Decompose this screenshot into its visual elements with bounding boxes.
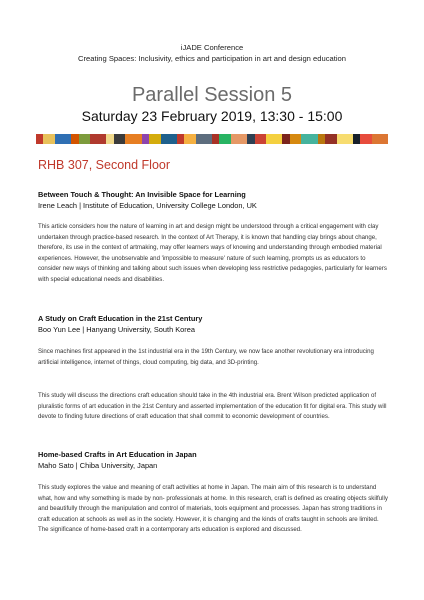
banner-stripe: [255, 134, 267, 144]
banner-stripe: [114, 134, 126, 144]
banner-stripe: [219, 134, 231, 144]
banner-stripe: [282, 134, 289, 144]
banner-stripe: [177, 134, 184, 144]
talk-abstract: Since machines first appeared in the 1st industrial era in the 19th Century, we now face another revolutionary era introducing artificial intelligence, internet of things, cloud computing, big data, and 3D-printing.: [38, 348, 374, 366]
banner-stripe: [161, 134, 177, 144]
talk-author: Boo Yun Lee | Hanyang University, South Korea: [38, 325, 195, 334]
banner-stripe: [301, 134, 317, 144]
banner-stripe: [353, 134, 360, 144]
talk-title: Home-based Crafts in Art Education in Japan: [38, 450, 197, 459]
banner-stripe: [266, 134, 282, 144]
session-title: Parallel Session 5: [131, 84, 293, 106]
talk-author: Irene Leach | Institute of Education, University College London, UK: [38, 201, 257, 210]
banner-stripe: [125, 134, 141, 144]
banner-stripe: [231, 134, 247, 144]
room-heading: RHB 307, Second Floor: [38, 158, 171, 172]
banner-stripe: [71, 134, 78, 144]
conference-theme: Creating Spaces: Inclusivity, ethics and participation in art and design education: [78, 54, 346, 63]
session-date-time: Saturday 23 February 2019, 13:30 - 15:00: [81, 108, 343, 124]
banner-stripe: [360, 134, 372, 144]
banner-stripe: [149, 134, 161, 144]
banner-stripe: [142, 134, 149, 144]
talk-title: A Study on Craft Education in the 21st Century: [38, 314, 203, 323]
banner-stripe: [318, 134, 325, 144]
talk-abstract: This article considers how the nature of learning in art and design might be understood through a critical engagement with clay undertaken through practice-based research. In the context of Art Therapy, it is known that handling clay brings about change, therefore, its use in the context of artmaking, may offer learners ways of knowing and understanding through embodied material experiences. However, the unobservable and 'impossible to measure' nature of such learning, prompts us as educators to consider new ways of thinking and talking about such issues when developing less restrictive pedagogies, particularly for learners with special educational needs and disabilities.: [38, 223, 387, 283]
banner-stripe: [290, 134, 302, 144]
banner-stripe: [106, 134, 113, 144]
banner-stripe: [247, 134, 254, 144]
talk-abstract: This study will discuss the directions craft education should take in the 4th industrial era. Brent Wilson predicted application of pluralistic forms of art education in the 21st Century and asserted implementation of the education fit for digital era. This study will devote to finding future directions of craft education that shall commit to economic development of countries.: [38, 392, 387, 421]
banner-stripe: [372, 134, 388, 144]
talk-author: Maho Sato | Chiba University, Japan: [38, 461, 158, 470]
banner-stripe: [79, 134, 91, 144]
talk-abstract: This study explores the value and meaning of craft activities at home in Japan. The main aim of this research is to understand what, how and why something is made by non- professionals at home. In this research, craft is defined as creating objects skilfully and beautifully through the manipulation and control of materials, tools equipment and processes. Japan has strong traditions in craft education at schools as well as in the society. However, it is changing and the kinds of crafts taught in schools are limited. The significance of home-based craft in a contemporary arts education is explored and discussed.: [38, 484, 388, 534]
talk-title: Between Touch & Thought: An Invisible Space for Learning: [38, 190, 246, 199]
banner-stripe: [196, 134, 212, 144]
banner-stripe: [55, 134, 71, 144]
conference-name: iJADE Conference: [180, 43, 244, 52]
banner-stripe: [212, 134, 219, 144]
banner-stripe: [43, 134, 55, 144]
banner-stripe: [90, 134, 106, 144]
banner-stripe: [184, 134, 196, 144]
decorative-banner-image: [36, 134, 388, 144]
banner-stripe: [337, 134, 353, 144]
banner-stripe: [325, 134, 337, 144]
banner-stripe: [36, 134, 43, 144]
